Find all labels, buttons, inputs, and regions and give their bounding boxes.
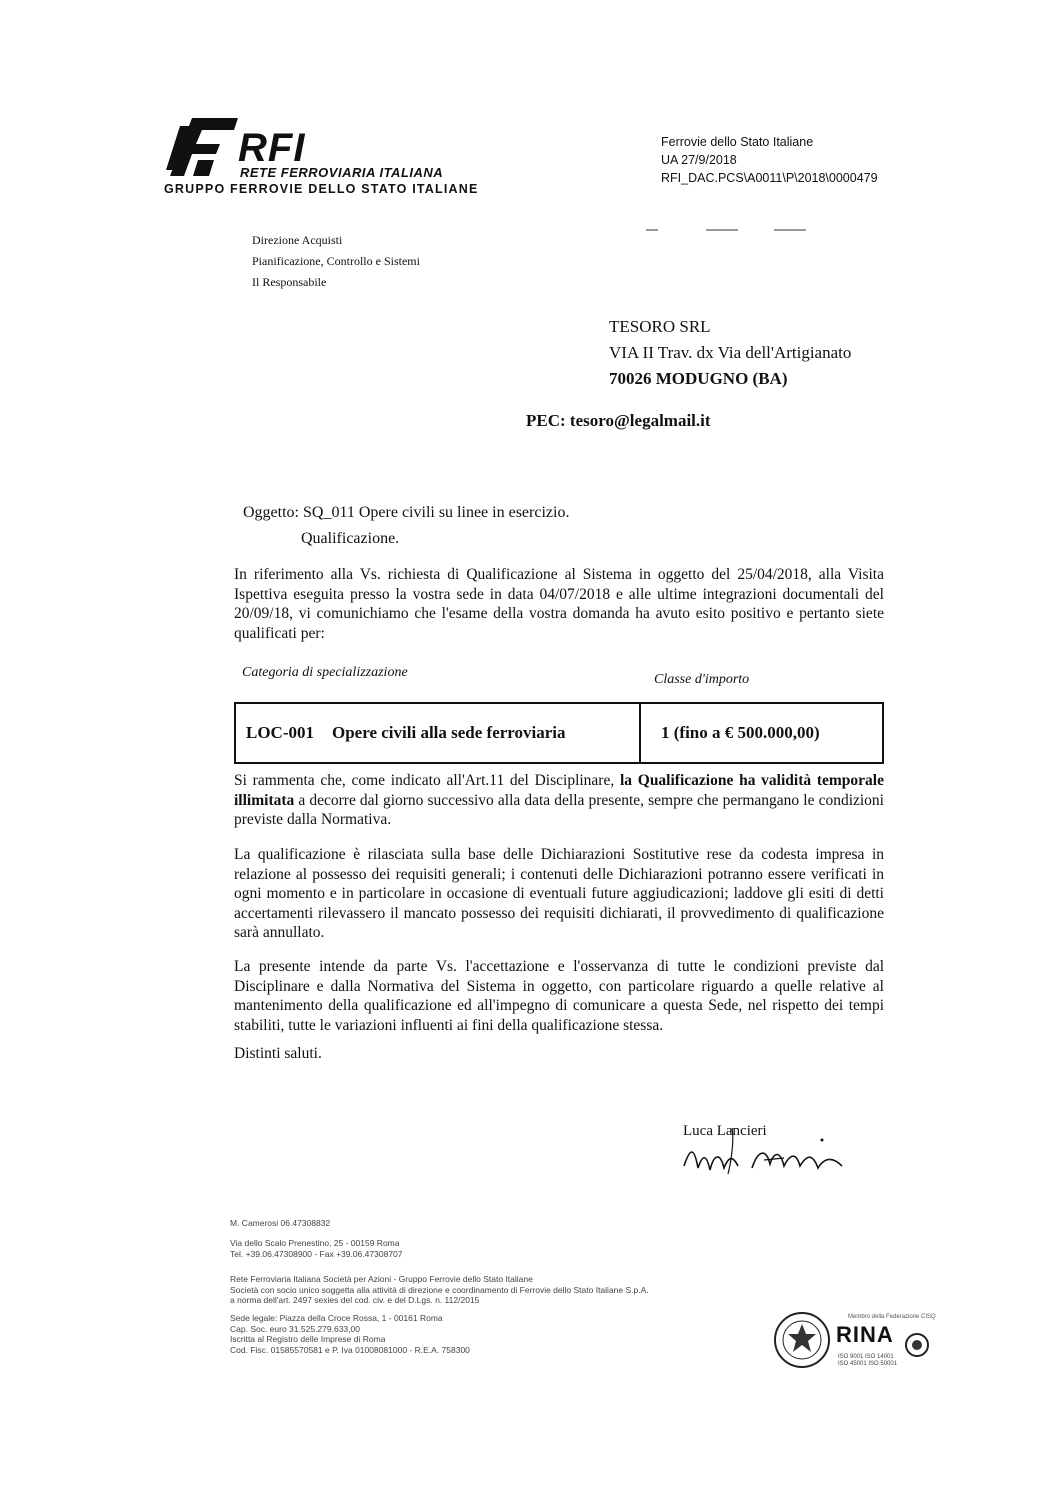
recipient-city: 70026 MODUGNO (BA) xyxy=(609,369,788,388)
rina-federation-note: Membro della Federazione CISQ xyxy=(848,1314,936,1320)
footer-legal-line-4: Cod. Fisc. 01585570581 e P. Iva 01008081000 - R.E.A. 758300 xyxy=(230,1344,470,1355)
footer-legal-line-3: Iscritta al Registro delle Imprese di Roma xyxy=(230,1334,386,1344)
rina-mark xyxy=(836,1322,894,1348)
handwritten-signature xyxy=(672,1108,862,1188)
body-paragraph-3: La qualificazione è rilasciata sulla base delle Dichiarazioni Sostitutive rese da codesta impresa in relazione al possesso dei requisiti generali; i contenuti delle Dichiarazioni potranno essere verificati in ogni momento e in particolare in occasione di eventuali future aggiudicazioni; laddove gli esiti di detti accertamenti rilevassero il mancato possesso dei requisiti dichiarati, il provvedimento di qualificazione sarà annullato. xyxy=(234,846,884,941)
p2-text-bold: la Qualificazione ha validità temporale illimitata xyxy=(234,772,884,809)
body-paragraph-2 xyxy=(234,771,884,830)
logo-wordmark: RFI xyxy=(238,126,306,170)
protocol-line-company: Ferrovie dello Stato Italiane xyxy=(661,135,814,149)
table-header-category: Categoria di specializzazione xyxy=(242,665,408,680)
rina-logo-text: RINA xyxy=(836,1322,894,1347)
p2-text-start: Si rammenta che, come indicato all'Art.11 del Disciplinare, xyxy=(234,772,620,789)
category-description: Opere civili alla sede ferroviaria xyxy=(332,723,566,742)
p2-text-end: a decorre dal giorno successivo alla data della presente, sempre che permangano le condizioni previste dalla Normativa. xyxy=(234,791,884,828)
subject-title: SQ_011 Opere civili su linee in esercizio. xyxy=(303,504,570,521)
office-role: Il Responsabile xyxy=(252,275,327,289)
rina-standards xyxy=(838,1354,897,1368)
recipient-block xyxy=(609,314,851,392)
subject-label: Oggetto: xyxy=(243,504,299,521)
footer-company-line-3: a norma dell'art. 2497 sexies del cod. civ. e del D.Lgs. n. 112/2015 xyxy=(230,1295,480,1305)
table-header-amount-class: Classe d'importo xyxy=(654,672,750,687)
logo-group-name: GRUPPO FERROVIE DELLO STATO ITALIANE xyxy=(164,182,479,196)
sender-office xyxy=(252,230,420,293)
logo-company-name: RETE FERROVIARIA ITALIANA xyxy=(240,165,444,180)
office-unit: Pianificazione, Controllo e Sistemi xyxy=(252,254,420,268)
protocol-separator xyxy=(646,228,816,232)
rina-standards-line-2: ISO 45001 ISO 50001 xyxy=(838,1361,898,1367)
recipient-address: VIA II Trav. dx Via dell'Artigianato xyxy=(609,343,852,362)
rfi-logo-mark-icon xyxy=(162,116,240,178)
certification-seal-icon xyxy=(772,1310,832,1370)
protocol-line-number: RFI_DAC.PCS\A0011\P\2018\0000479 xyxy=(661,171,878,185)
footer-company-line-1: Rete Ferroviaria Italiana Società per Azioni - Gruppo Ferrovie dello Stato Italiane xyxy=(230,1274,533,1284)
footer-company xyxy=(230,1274,649,1306)
qualification-table xyxy=(234,702,884,764)
qualification-amount-cell xyxy=(641,704,882,762)
footer-legal-line-2: Cap. Soc. euro 31.525.279.633,00 xyxy=(230,1323,360,1334)
closing-salutation: Distinti saluti. xyxy=(234,1045,322,1062)
rina-standards-line-1: ISO 9001 ISO 14001 xyxy=(838,1354,894,1360)
amount-class: 1 (fino a € 500.000,00) xyxy=(661,723,820,742)
protocol-line-date: UA 27/9/2018 xyxy=(661,153,737,167)
body-paragraph-4: La presente intende da parte Vs. l'accettazione e l'osservanza di tutte le condizioni previste dal Disciplinare e dalla Normativa del Sistema in oggetto, con particolare riguardo a quelle relative al mantenimento della qualificazione ed all'impegno di comunicare a questa Sede, nel rispetto dei tempi stabiliti, tutte le variazioni influenti ai fini della qualificazione stessa. xyxy=(234,958,884,1034)
footer-reference: M. Camerosi 06.47308832 xyxy=(230,1218,331,1228)
office-direction: Direzione Acquisti xyxy=(252,233,343,247)
recipient-pec xyxy=(526,411,711,431)
footer-company-line-2: Società con socio unico soggetta alla attività di direzione e coordinamento di Ferrovie dello Stato Italiane S.p.A. xyxy=(230,1284,649,1295)
rina-emblem-icon xyxy=(904,1332,930,1358)
category-code: LOC-001 xyxy=(246,723,314,742)
protocol-block xyxy=(661,133,878,187)
footer-legal xyxy=(230,1313,470,1355)
pec-address-link[interactable]: tesoro@legalmail.it xyxy=(569,411,711,430)
footer-address xyxy=(230,1238,403,1259)
pec-label: PEC: xyxy=(526,411,566,430)
subject-block xyxy=(243,500,569,552)
subject-subtitle: Qualificazione. xyxy=(301,530,400,547)
recipient-name: TESORO SRL xyxy=(609,317,711,336)
qualification-category-cell xyxy=(236,704,641,762)
footer-contacts-line: Tel. +39.06.47308900 - Fax +39.06.47308707 xyxy=(230,1248,403,1259)
body-paragraph-1: In riferimento alla Vs. richiesta di Qualificazione al Sistema in oggetto del 25/04/2018, alla Visita Ispettiva eseguita presso la vostra sede in data 04/07/2018 e alle ultime integrazioni documentali del 20/09/18, vi comunichiamo che l'esame della vostra domanda ha avuto esito positivo e pertanto siete qualificati per: xyxy=(234,566,884,642)
footer-address-line: Via dello Scalo Prenestino, 25 - 00159 Roma xyxy=(230,1238,400,1248)
footer-legal-line-1: Sede legale: Piazza della Croce Rossa, 1 - 00161 Roma xyxy=(230,1313,443,1323)
signatory-name: Luca Lancieri xyxy=(683,1123,767,1139)
